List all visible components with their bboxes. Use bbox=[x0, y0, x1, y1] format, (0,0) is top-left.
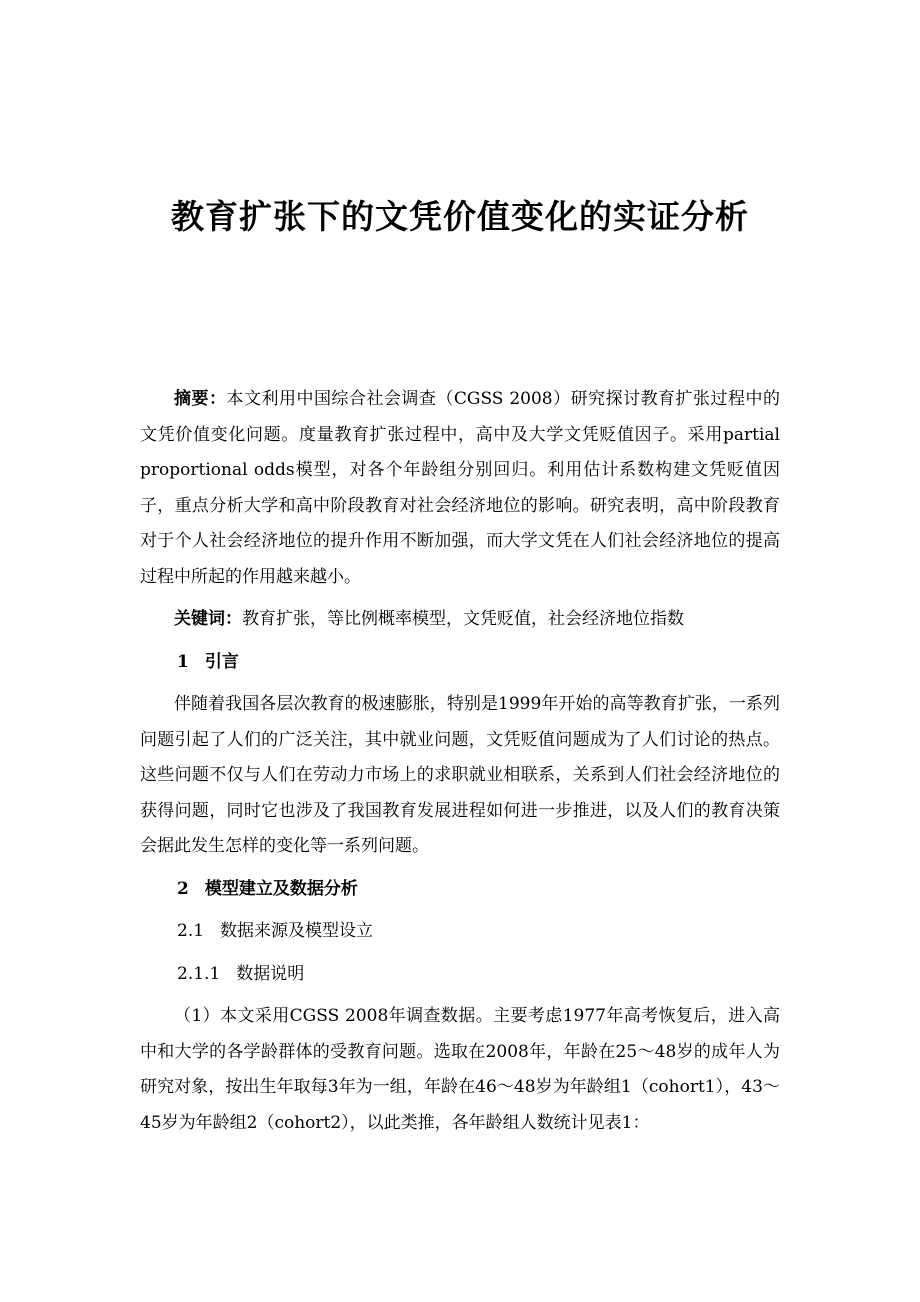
keywords-paragraph bbox=[140, 602, 780, 638]
section-2-number: 2 bbox=[177, 878, 189, 899]
section-2-1-number: 2.1 bbox=[177, 921, 205, 941]
section-2-title: 模型建立及数据分析 bbox=[204, 878, 358, 899]
section-2-1-title: 数据来源及模型设立 bbox=[220, 921, 374, 941]
section-2-1-1-heading bbox=[140, 957, 780, 993]
section-1-heading bbox=[140, 645, 780, 681]
section-2-heading bbox=[140, 872, 780, 908]
section-2-paragraph: （1）本文采用CGSS 2008年调查数据。主要考虑1977年高考恢复后，进入高中和大学的各学龄群体的受教育问题。选取在2008年，年龄在25～48岁的成年人为研究对象，按出生年取每3年为一组，年龄在46～48岁为年龄组1（cohort1），43～45岁为年龄组2（cohort2），以此类推，各年龄组人数统计见表1： bbox=[140, 1006, 780, 1133]
abstract-paragraph bbox=[140, 382, 780, 595]
section-1-number: 1 bbox=[177, 651, 189, 672]
section-2-1-1-title: 数据说明 bbox=[236, 963, 305, 984]
abstract-text: 本文利用中国综合社会调查（CGSS 2008）研究探讨教育扩张过程中的文凭价值变化问题。度量教育扩张过程中，高中及大学文凭贬值因子。采用partial proportional odds模型，对各个年龄组分别回归。利用估计系数构建文凭贬值因子，重点分析大学和高中阶段教育对社会经济地位的影响。研究表明，高中阶段教育对于个人社会经济地位的提升作用不断加强，而大学文凭在人们社会经济地位的提高过程中所起的作用越来越小。 bbox=[140, 389, 781, 587]
paper-body bbox=[140, 382, 780, 1148]
section-1-title: 引言 bbox=[204, 651, 239, 672]
paper-title: 教育扩张下的文凭价值变化的实证分析 bbox=[171, 197, 749, 236]
section-1-paragraph: 伴随着我国各层次教育的极速膨胀，特别是1999年开始的高等教育扩张，一系列问题引起了人们的广泛关注，其中就业问题，文凭贬值问题成为了人们讨论的热点。这些问题不仅与人们在劳动力市场上的求职就业相联系，关系到人们社会经济地位的获得问题，同时它也涉及了我国教育发展进程如何进一步推进，以及人们的教育决策会据此发生怎样的变化等一系列问题。 bbox=[140, 694, 780, 856]
keywords-text: 教育扩张，等比例概率模型，文凭贬值，社会经济地位指数 bbox=[242, 609, 684, 629]
keywords-label: 关键词： bbox=[174, 609, 242, 629]
section-2-1-1-number: 2.1.1 bbox=[177, 963, 221, 984]
section-2-1-heading bbox=[140, 914, 780, 950]
abstract-label: 摘要： bbox=[174, 389, 227, 409]
